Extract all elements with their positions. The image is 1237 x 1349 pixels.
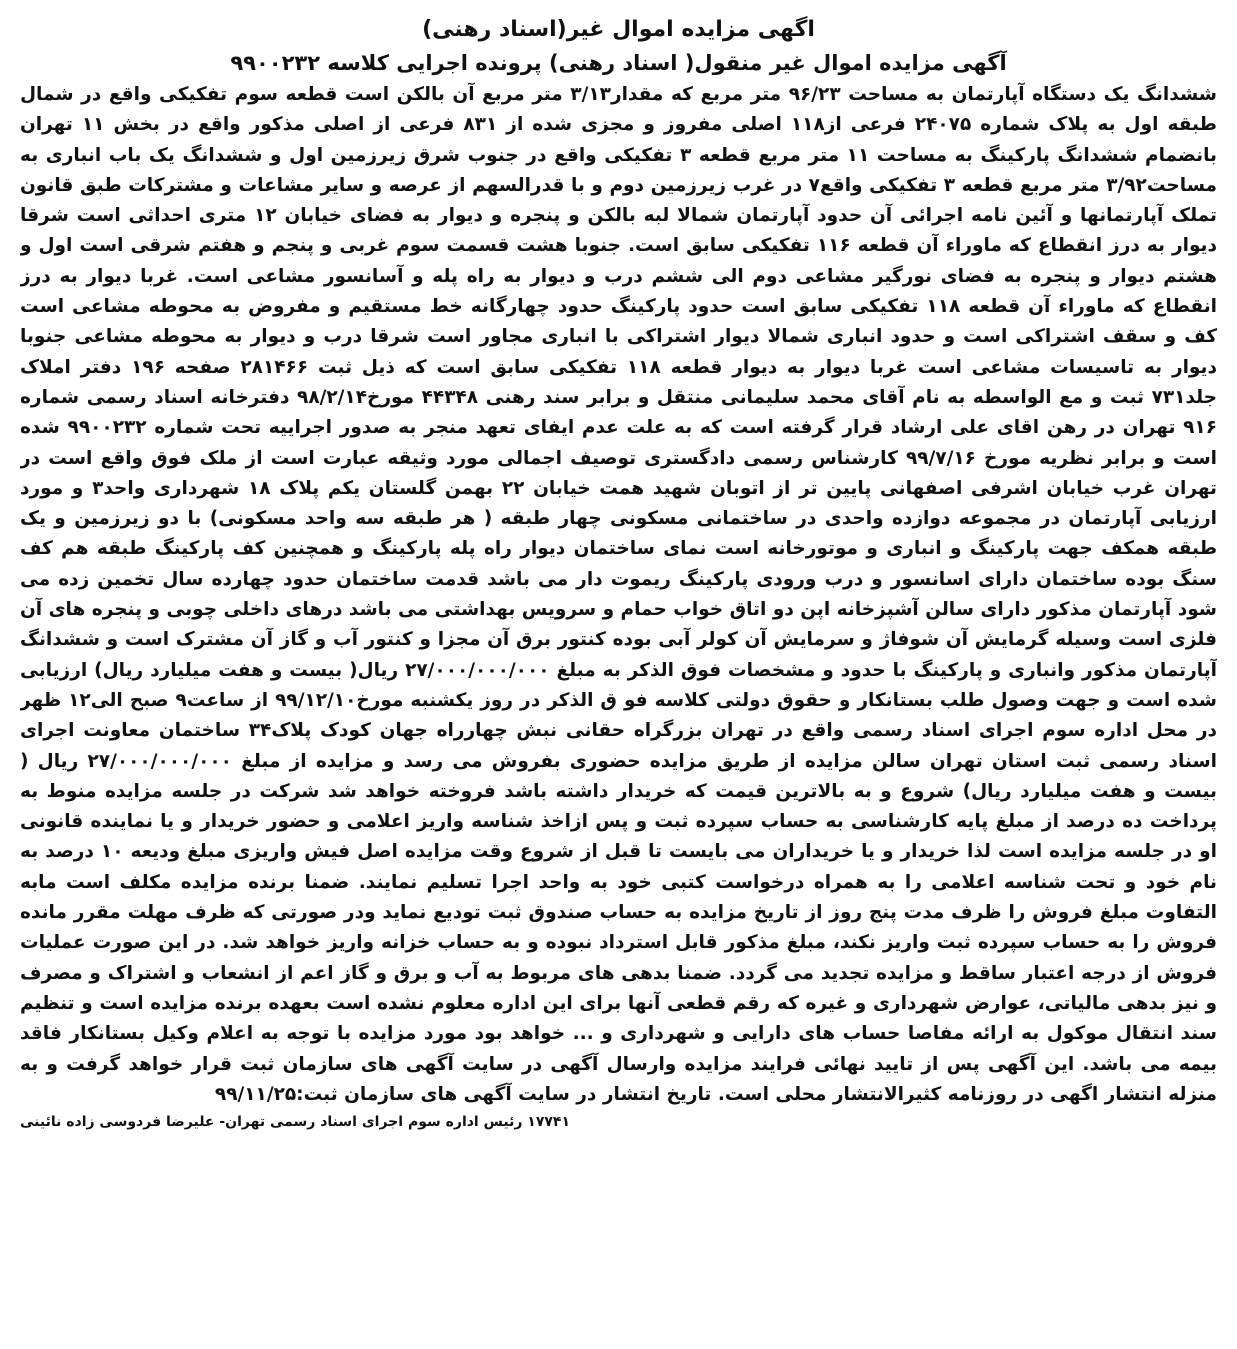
notice-subtitle: آگهی مزایده اموال غیر منقول( اسناد رهنی) پرونده اجرایی کلاسه ۹۹۰۰۲۳۲ [230,51,1007,75]
notice-body: ششدانگ یک دستگاه آپارتمان به مساحت ۹۶/۲۳ متر مربع که مقدار۳/۱۳ متر مربع آن بالکن است قطعه سوم تفکیکی واقع در شمال طبقه اول به پلاک شماره ۲۴۰۷۵ فرعی از۱۱۸ اصلی مفروز و مجزی شده از ۸۳۱ فرعی از اصلی مذکور واقع در بخش ۱۱ تهران بانضمام ششدانگ پارکینگ به مساحت ۱۱ متر مربع قطعه ۳ تفکیکی واقع در جنوب شرق زیرزمین اول و ششدانگ یک باب انباری به مساحت۳/۹۲ متر مربع قطعه ۳ تفکیکی واقع۷ در غرب زیرزمین دوم و با قدرالسهم از عرصه و سایر مشاعات و مشترکات طبق قانون تملک آپارتمانها و آئین نامه اجرائی آن حدود آپارتمان شمالا لبه بالکن و پنجره و دیوار به فضای خیابان ۱۲ متری احداثی است شرقا دیوار به درز انقطاع که ماوراء آن قطعه ۱۱۶ تفکیکی سابق است. جنوبا هشت قسمت سوم غربی و پنجم و هفتم شرقی است اول و هشتم دیوار و پنجره به فضای نورگیر مشاعی دوم الی ششم درب و دیوار به راه پله و آسانسور مشاعی است. غربا دیوار به درز انقطاع که ماوراء آن قطعه ۱۱۸ تفکیکی سابق است حدود پارکینگ حدود چهارگانه خط مستقیم و مفروض به محوطه مشاعی است کف و سقف اشتراکی است و حدود انباری شمالا دیوار اشتراکی با انباری مجاور است شرقا درب و دیوار به محوطه مشاعی جنوبا دیوار به تاسیسات مشاعی است غربا دیوار به دیوار قطعه ۱۱۸ تفکیکی سابق است که ذیل ثبت ۲۸۱۴۶۶ صفحه ۱۹۶ دفتر املاک جلد۷۳۱ ثبت و مع الواسطه به نام آقای محمد سلیمانی منتقل و برابر سند رهنی ۴۴۳۴۸ مورخ۹۸/۲/۱۴ دفترخانه اسناد رسمی شماره ۹۱۶ تهران در رهن اقای علی ارشاد قرار گرفته است که به علت عدم ایفای تعهد منجر به صدور اجراییه تحت شماره ۹۹۰۰۲۳۲ شده است و برابر نظریه مورخ ۹۹/۷/۱۶ کارشناس رسمی دادگستری توصیف اجمالی مورد وثیقه عبارت است از ملک فوق واقع است در تهران غرب خیابان اشرفی اصفهانی پایین تر از اتوبان شهید همت خیابان ۲۲ بهمن گلستان یکم پلاک ۱۸ شهرداری واحد۳ و مورد ارزیابی آپارتمان در مجموعه دوازده واحدی در ساختمانی مسکونی چهار طبقه ( هر طبقه سه واحد مسکونی) با دو زیرزمین و یک طبقه همکف جهت پارکینگ و انباری و موتورخانه است نمای ساختمان دیوار راه پله پارکینگ و همچنین کف پارکینگ طبقه هم کف سنگ بوده ساختمان دارای اسانسور و درب ورودی پارکینگ ریموت دار می باشد قدمت ساختمان حدود چهارده سال تخمین زده می شود آپارتمان مذکور دارای سالن آشپزخانه اپن دو اتاق خواب حمام و سرویس بهداشتی می باشد درهای داخلی چوبی و پنجره های آن فلزی است وسیله گرمایش آن شوفاژ و سرمایش آن کولر آبی بوده کنتور برق آن مجزا و کنتور آب و گاز آن مشترک است و ششدانگ آپارتمان مذکور وانباری و پارکینگ با حدود و مشخصات فوق الذکر به مبلغ ۲۷/۰۰۰/۰۰۰/۰۰۰ ریال( بیست و هفت میلیارد ریال) ارزیابی شده است و جهت وصول طلب بستانکار و حقوق دولتی کلاسه فو ق الذکر در روز یکشنبه مورخ۹۹/۱۲/۱۰ از ساعت۹ صبح الی۱۲ ظهر در محل اداره سوم اجرای اسناد رسمی واقع در تهران بزرگراه حقانی نبش چهارراه جهان کودک پلاک۳۴ ساختمان معاونت اجرای اسناد رسمی ثبت استان تهران سالن مزایده از طریق مزایده حضوری بفروش می رسد و مزایده از مبلغ ۲۷/۰۰۰/۰۰۰/۰۰۰ ریال ( بیست و هفت میلیارد ریال) شروع و به بالاترین قیمت که خریدار داشته باشد فروخته خواهد شد شرکت در جلسه مزایده منوط به پرداخت ده درصد از مبلغ پایه کارشناسی به حساب سپرده ثبت و پس ازاخذ شناسه واریز اعلامی و حضور خریدار و یا نماینده قانونی او در جلسه مزایده است لذا خریدار و یا خریداران می بایست تا قبل از شروع وقت مزایده اصل فیش واریزی مبلغ ودیعه ۱۰ درصد به نام خود و تحت شناسه اعلامی را به همراه درخواست کتبی خود به واحد اجرا تسلیم نمایند. ضمنا برنده مزایده مکلف است مابه التفاوت مبلغ فروش را ظرف مدت پنج روز از تاریخ مزایده به حساب صندوق ثبت تودیع نماید ودر صورتی که ظرف مهلت مقرر مانده فروش را به حساب سپرده ثبت واریز نکند، مبلغ مذکور قابل استرداد نبوده و به حساب خزانه واریز خواهد شد. در این صورت عملیات فروش از درجه اعتبار ساقط و مزایده تجدید می گردد. ضمنا بدهی های مربوط به آب و برق و گاز اعم از انشعاب و اشتراک و مصرف و نیز بدهی مالیاتی، عوارض شهرداری و غیره که رقم قطعی آنها برای این اداره معلوم نشده است بعهده برنده مزایده است و تنظیم سند انتقال موکول به ارائه مفاصا حساب های دارایی و شهرداری و ... خواهد بود مورد مزایده با توجه به اعلام وکیل بستانکار فاقد بیمه می باشد. این آگهی پس از تایید نهائی فرایند مزایده وارسال آگهی در سایت آگهی های سازمان ثبت قرار خواهد گرفت و به منزله انتشار اگهی در روزنامه کثیرالانتشار محلی است. تاریخ انتشار در سایت آگهی های سازمان ثبت:۹۹/۱۱/۲۵ [20,84,1217,1105]
notice-signature: ۱۷۷۴۱ رئیس اداره سوم اجرای اسناد رسمی تهران- علیرضا فردوسی زاده نائینی [20,1114,571,1131]
auction-notice [20,14,1217,1336]
notice-title: اگهی مزایده اموال غیر(اسناد رهنی) [422,17,815,42]
